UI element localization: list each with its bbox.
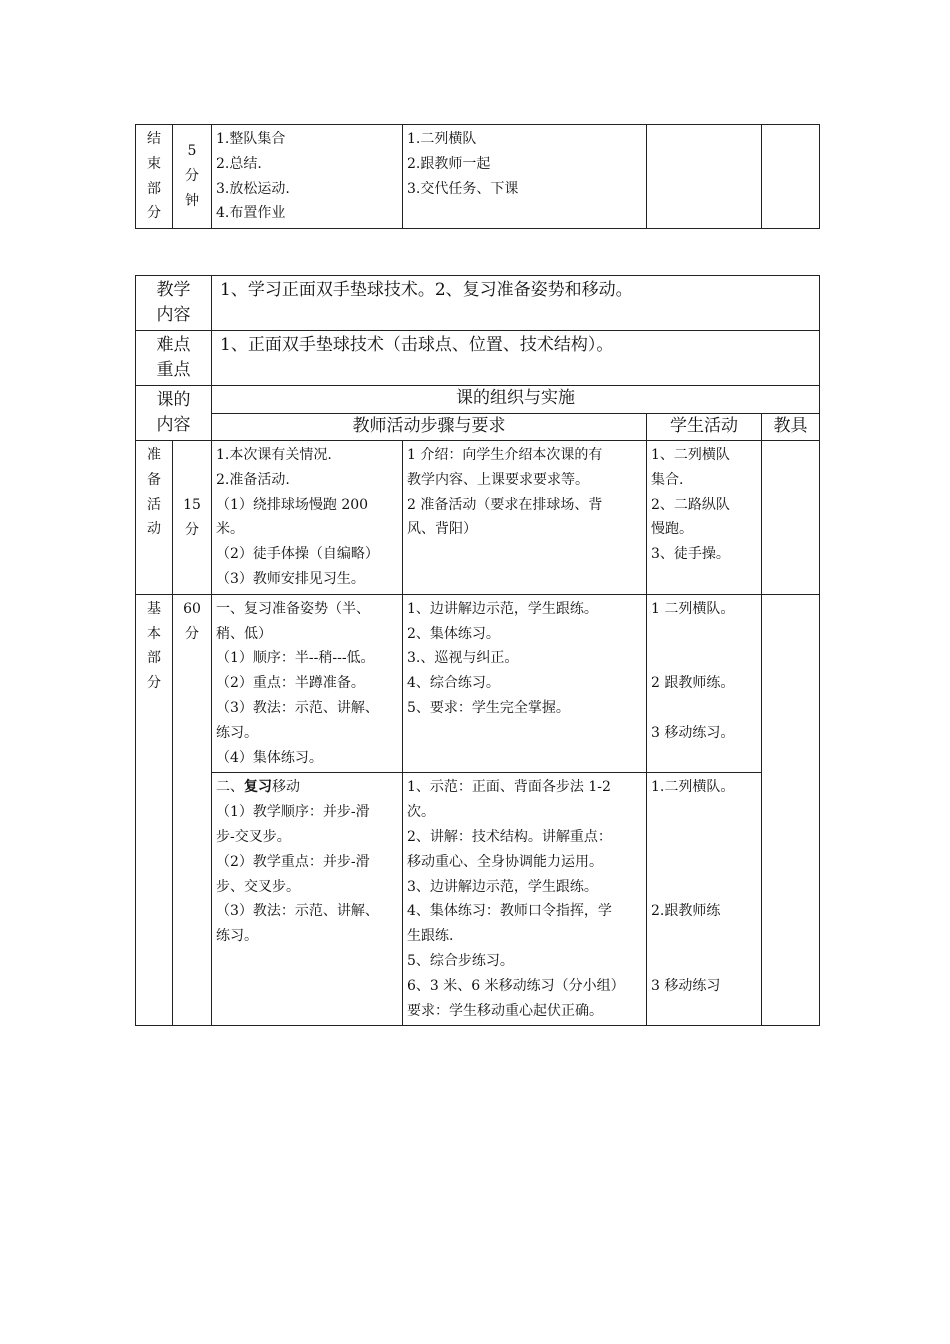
content-label: 教学 内容 xyxy=(136,276,212,331)
end-student-activity xyxy=(647,125,762,229)
end-teacher-items: 1.整队集合 2.总结. 3.放松运动. 4.布置作业 xyxy=(212,125,403,229)
student-header: 学生活动 xyxy=(647,413,762,441)
course-label: 课的 内容 xyxy=(136,386,212,441)
teacher-header: 教师活动步骤与要求 xyxy=(212,413,647,441)
lesson-content: 1、学习正面双手垫球技术。2、复习准备姿势和移动。 xyxy=(212,276,820,331)
prep-equipment xyxy=(762,441,820,595)
org-header: 课的组织与实施 xyxy=(212,386,820,414)
lesson-plan-table xyxy=(135,275,820,1026)
end-section-duration: 5 分 钟 xyxy=(173,125,212,229)
prep-teacher-steps: 1 介绍：向学生介绍本次课的有 教学内容、上课要求要求等。 2 准备活动（要求在排球场、背 风、背阳） xyxy=(403,441,647,595)
end-section-table xyxy=(135,124,820,229)
end-section-label: 结 束 部 分 xyxy=(136,125,173,229)
basic-duration: 60 分 xyxy=(173,594,212,1026)
lesson-key-points: 1、正面双手垫球技术（击球点、位置、技术结构）。 xyxy=(212,331,820,386)
prep-student-activity: 1、二列横队 集合. 2、二路纵队 慢跑。 3、徒手操。 xyxy=(647,441,762,595)
prep-label: 准 备 活 动 xyxy=(136,441,173,595)
equipment-header: 教具 xyxy=(762,413,820,441)
basic-equipment xyxy=(762,594,820,1026)
basic-part2-student: 1.二列横队。 2.跟教师练 3 移动练习 xyxy=(647,773,762,1026)
basic-part2-steps: 1、示范：正面、背面各步法 1-2 次。 2、讲解：技术结构。讲解重点： 移动重心、全身协调能力运用。 3、边讲解边示范，学生跟练。 4、集体练习：教师口令指挥，学 生跟练. 5、综合步练习。 6、3 米、6 米移动练习（分小组） 要求：学生移动重心起伏正确。 xyxy=(403,773,647,1026)
basic-part1-student: 1 二列横队。 2 跟教师练。 3 移动练习。 xyxy=(647,594,762,773)
basic-part1-steps: 1、边讲解边示范，学生跟练。 2、集体练习。 3.、巡视与纠正。 4、综合练习。 5、要求：学生完全掌握。 xyxy=(403,594,647,773)
basic-part1-content: 一、复习准备姿势（半、 稍、低） （1）顺序：半--稍---低。 （2）重点：半蹲准备。 （3）教法：示范、讲解、 练习。 （4）集体练习。 xyxy=(212,594,403,773)
basic-label: 基 本 部 分 xyxy=(136,594,173,1026)
end-organization-items: 1.二列横队 2.跟教师一起 3.交代任务、下课 xyxy=(403,125,647,229)
end-equipment xyxy=(762,125,820,229)
prep-duration: 15 分 xyxy=(173,441,212,595)
key-label: 难点 重点 xyxy=(136,331,212,386)
prep-teacher-content: 1.本次课有关情况. 2.准备活动. （1）绕排球场慢跑 200 米。 （2）徒手体操（自编略） （3）教师安排见习生。 xyxy=(212,441,403,595)
basic-part2-content: 二、复习移动 （1）教学顺序：并步-滑 步-交叉步。 （2）教学重点：并步-滑 步、交叉步。 （3）教法：示范、讲解、 练习。 xyxy=(212,773,403,1026)
